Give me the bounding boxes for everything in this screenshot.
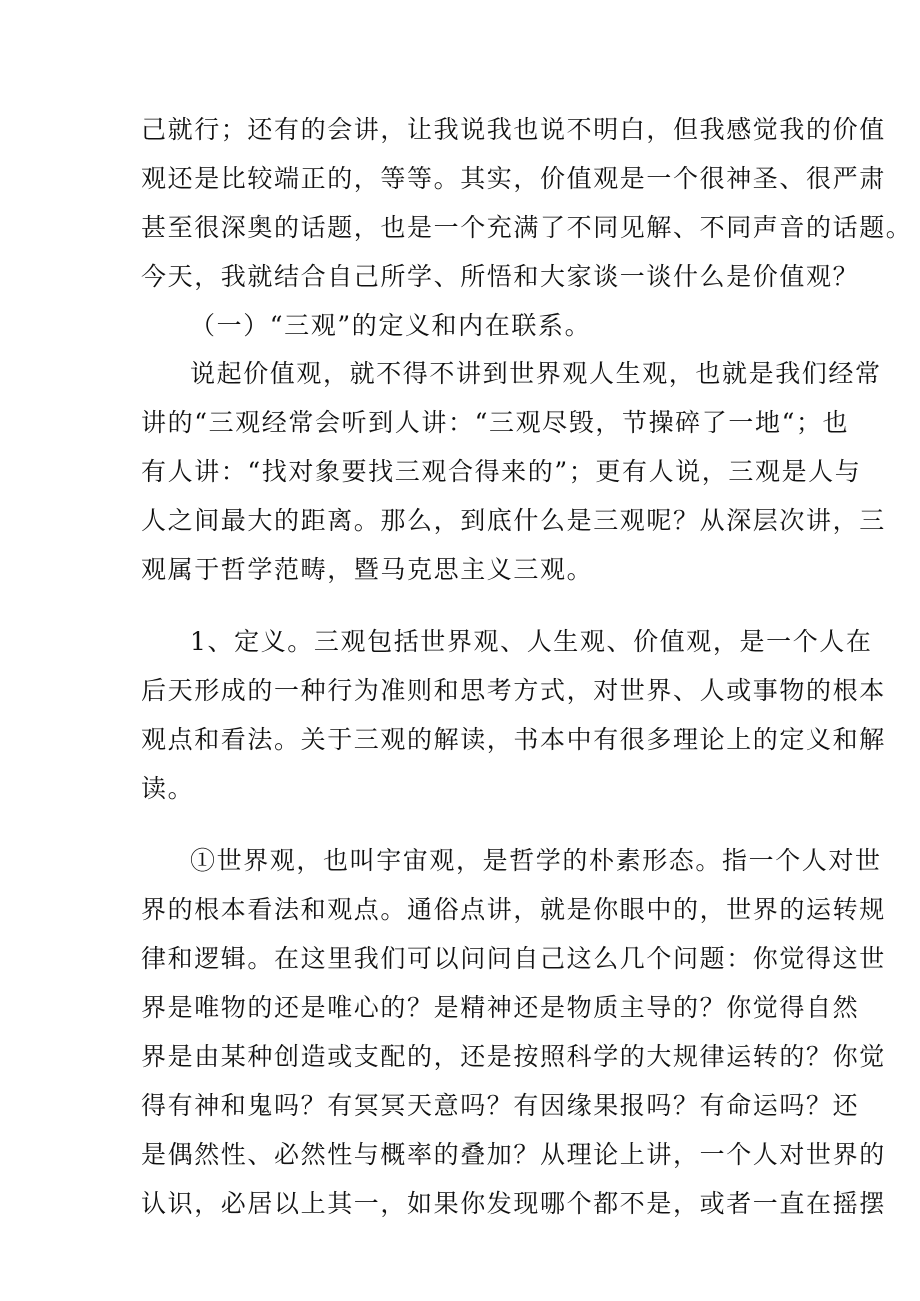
text-line-10: 观属于哲学范畴，暨马克思主义三观。 <box>141 555 594 584</box>
text-line-4: 今天，我就结合自己所学、所悟和大家谈一谈什么是价值观？ <box>141 262 860 291</box>
text-line-3: 甚至很深奥的话题，也是一个充满了不同见解、不同声音的话题。 <box>141 213 913 242</box>
text-line-18: 界是唯物的还是唯心的？是精神还是物质主导的？你觉得自然 <box>141 993 860 1022</box>
text-line-17: 律和逻辑。在这里我们可以问问自己这么几个问题：你觉得这世 <box>141 944 886 973</box>
text-line-12: 后天形成的一种行为准则和思考方式，对世界、人或事物的根本 <box>141 676 886 705</box>
text-line-2: 观还是比较端正的，等等。其实，价值观是一个很神圣、很严肃 <box>141 164 886 193</box>
text-line-14: 读。 <box>141 774 195 803</box>
text-line-9: 人之间最大的距离。那么，到底什么是三观呢？从深层次讲，三 <box>141 506 886 535</box>
text-line-1: 己就行；还有的会讲，让我说我也说不明白，但我感觉我的价值 <box>141 115 886 144</box>
text-line-20: 得有神和鬼吗？有冥冥天意吗？有因缘果报吗？有命运吗？还 <box>141 1091 860 1120</box>
text-line-11: 1、定义。三观包括世界观、人生观、价值观，是一个人在 <box>190 627 873 656</box>
text-line-19: 界是由某种创造或支配的，还是按照科学的大规律运转的？你觉 <box>141 1042 886 1071</box>
text-line-21: 是偶然性、必然性与概率的叠加？从理论上讲，一个人对世界的 <box>141 1140 886 1169</box>
text-line-16: 界的根本看法和观点。通俗点讲，就是你眼中的，世界的运转规 <box>141 895 886 924</box>
text-line-15: ①世界观，也叫宇宙观，是哲学的朴素形态。指一个人对世 <box>190 846 882 875</box>
text-line-22: 认识，必居以上其一，如果你发现哪个都不是，或者一直在摇摆 <box>141 1189 886 1218</box>
text-line-8: 有人讲：“找对象要找三观合得来的”；更有人说，三观是人与 <box>141 457 862 486</box>
text-line-7: 讲的“三观经常会听到人讲：“三观尽毁，节操碎了一地“；也 <box>141 408 850 437</box>
text-line-13: 观点和看法。关于三观的解读，书本中有很多理论上的定义和解 <box>141 725 886 754</box>
section-heading: （一）“三观”的定义和内在联系。 <box>190 311 592 340</box>
text-line-6: 说起价值观，就不得不讲到世界观人生观，也就是我们经常 <box>190 359 882 388</box>
